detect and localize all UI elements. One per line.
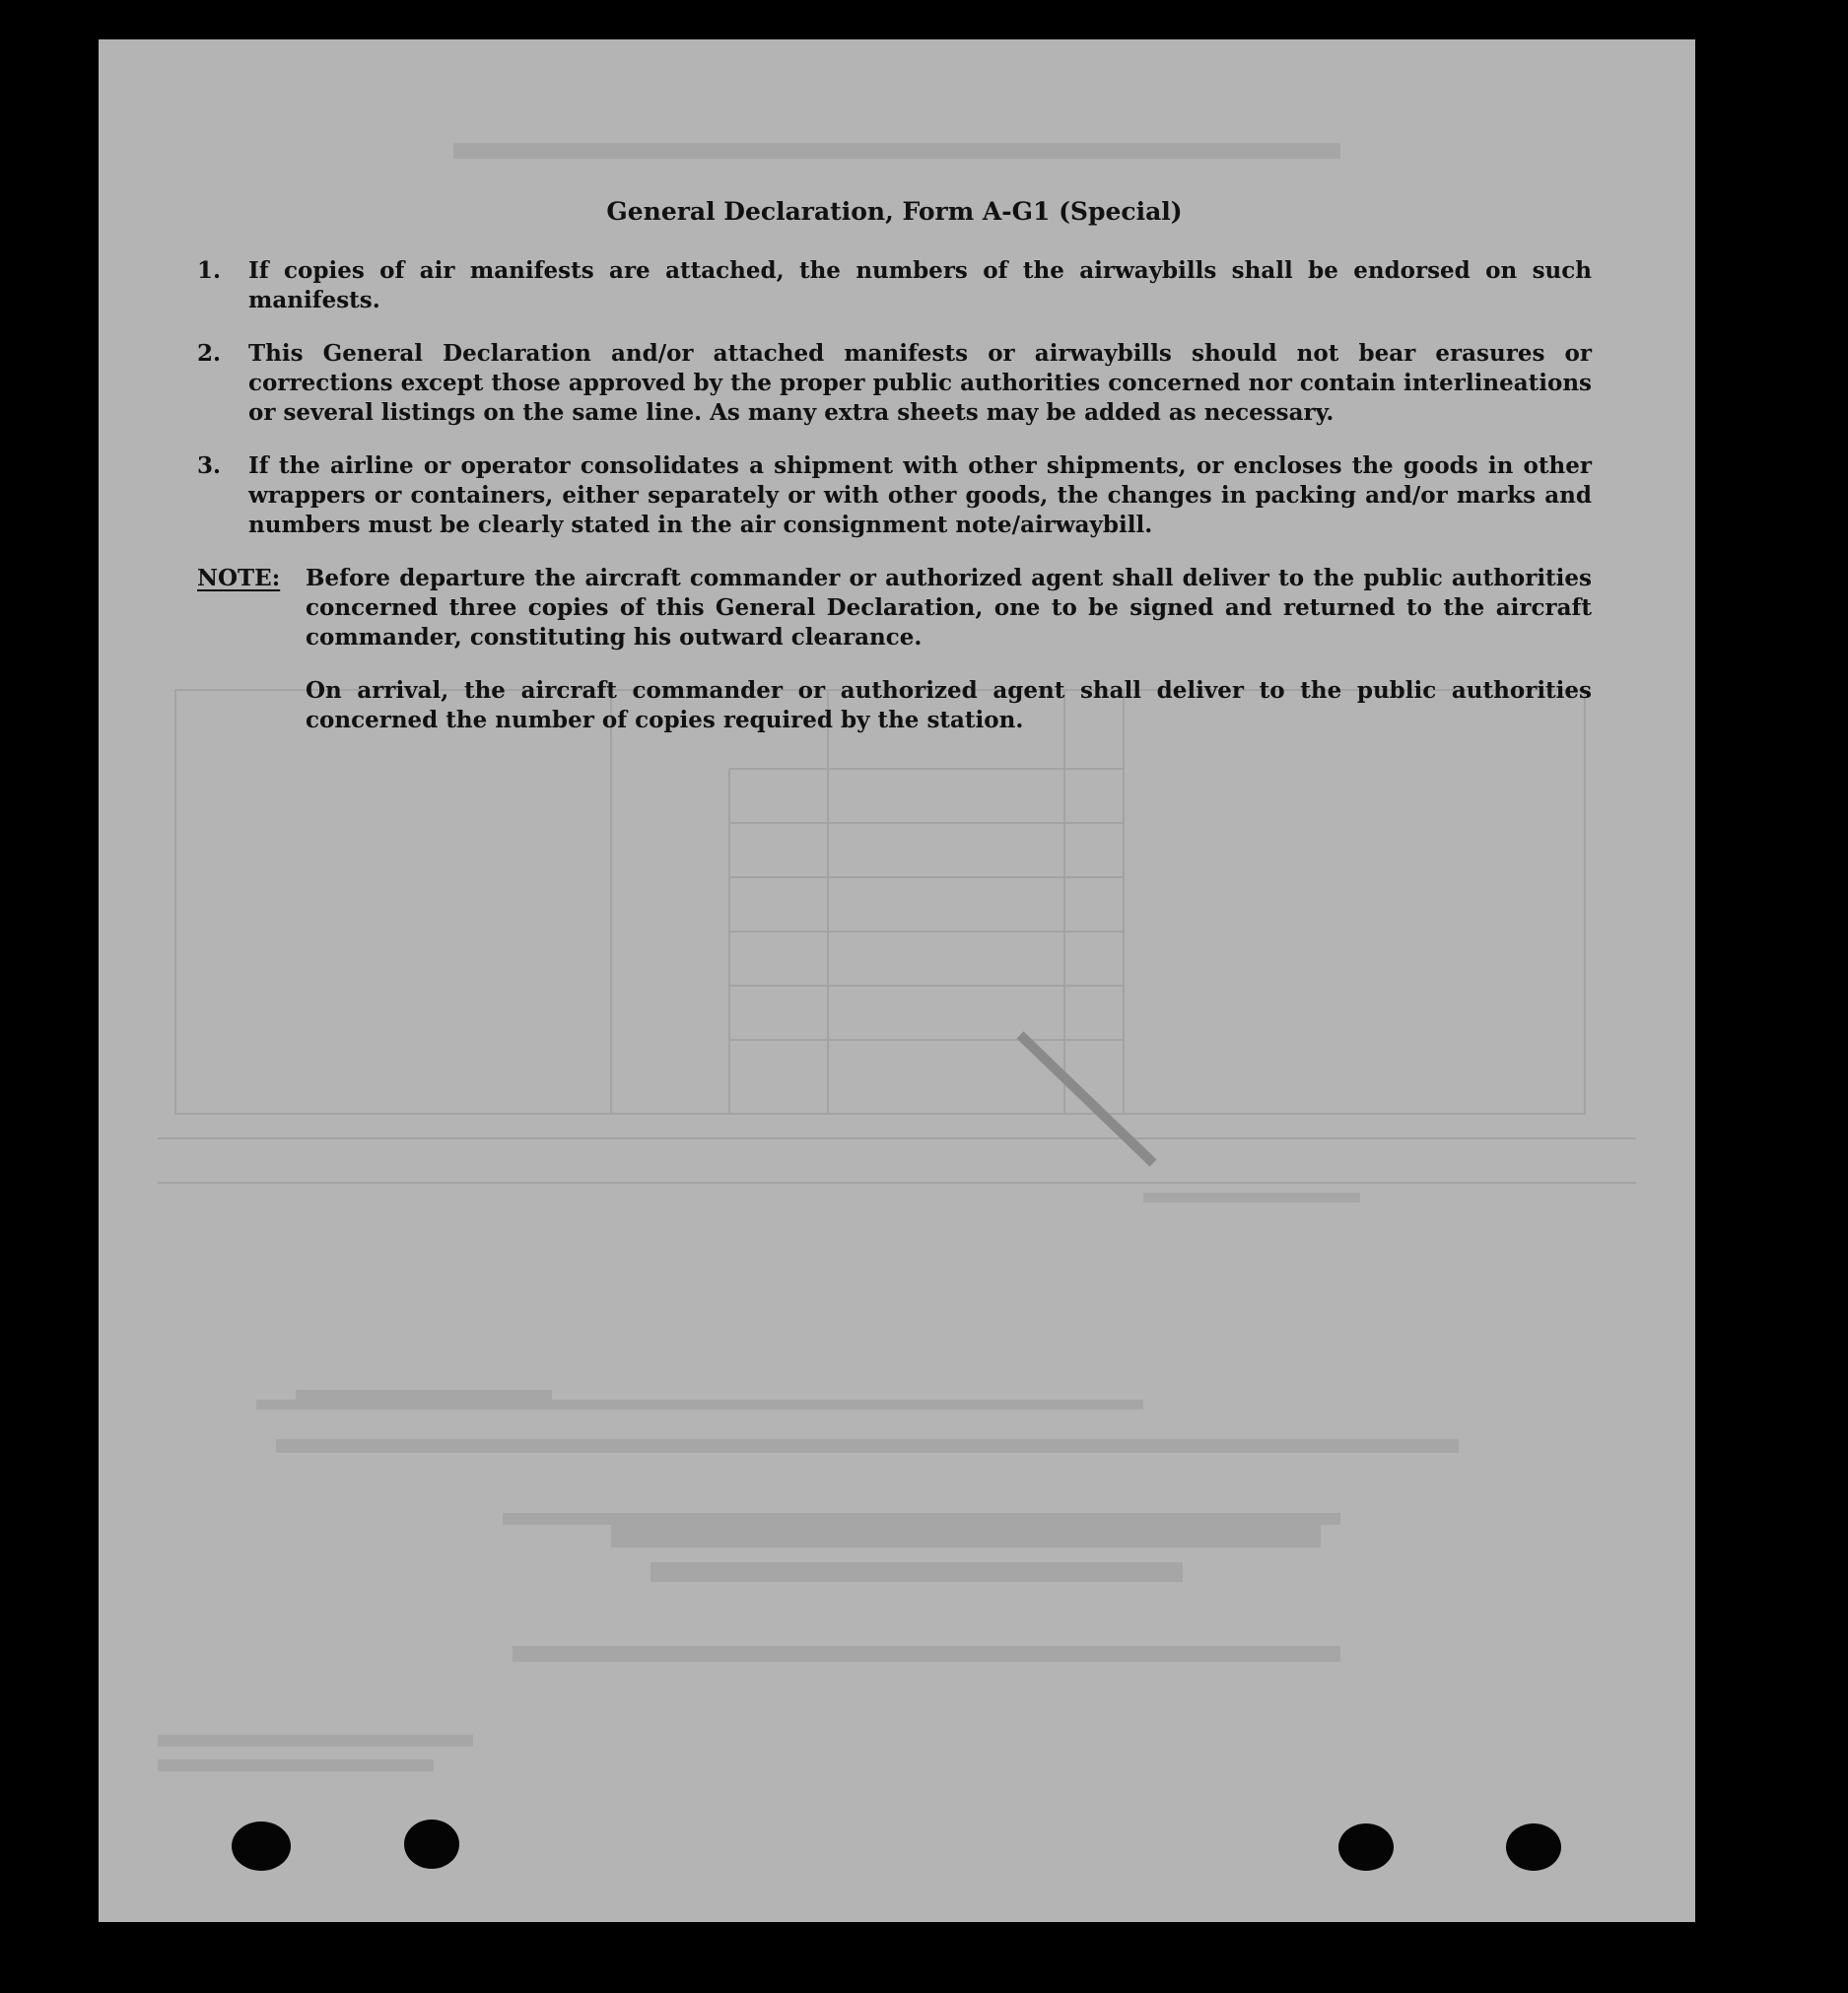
instruction-item-1 <box>197 256 1592 315</box>
note-label: NOTE: <box>197 565 281 591</box>
punch-hole <box>1338 1823 1394 1871</box>
item-number: 1. <box>197 257 222 284</box>
instruction-item-3 <box>197 451 1592 540</box>
note-text: Before departure the aircraft commander or authorized agent shall deliver to the public authorities concerned three copies of this General Declaration, one to be signed and returned to the aircraft commander, constituting his outward clearance. <box>306 565 1592 651</box>
note-section <box>197 564 1592 653</box>
item-number: 3. <box>197 452 222 479</box>
item-number: 2. <box>197 340 222 367</box>
document-page <box>99 39 1695 1922</box>
item-text: This General Declaration and/or attached manifests or airwaybills should not bear erasures or corrections except those approved by the proper public authorities concerned nor contain interlineations or several listings on the same line. As many extra sheets may be added as necessary. <box>248 340 1592 426</box>
item-text: If copies of air manifests are attached, the numbers of the airwaybills shall be endorsed on such manifests. <box>248 257 1592 313</box>
arrival-note-text: On arrival, the aircraft commander or authorized agent shall deliver to the public authorities concerned the number of copies required by the station. <box>306 677 1592 733</box>
punch-hole <box>404 1820 459 1869</box>
page-title: General Declaration, Form A-G1 (Special) <box>606 197 1183 226</box>
instructions-text <box>197 197 1592 735</box>
instruction-item-2 <box>197 339 1592 428</box>
punch-hole <box>232 1821 291 1871</box>
item-text: If the airline or operator consolidates a shipment with other shipments, or encloses the goods in other wrappers or containers, either separately or with other goods, the changes in packing and/or marks and numbers must be clearly stated in the air consignment note/airwaybill. <box>248 452 1592 538</box>
punch-hole <box>1506 1823 1561 1871</box>
